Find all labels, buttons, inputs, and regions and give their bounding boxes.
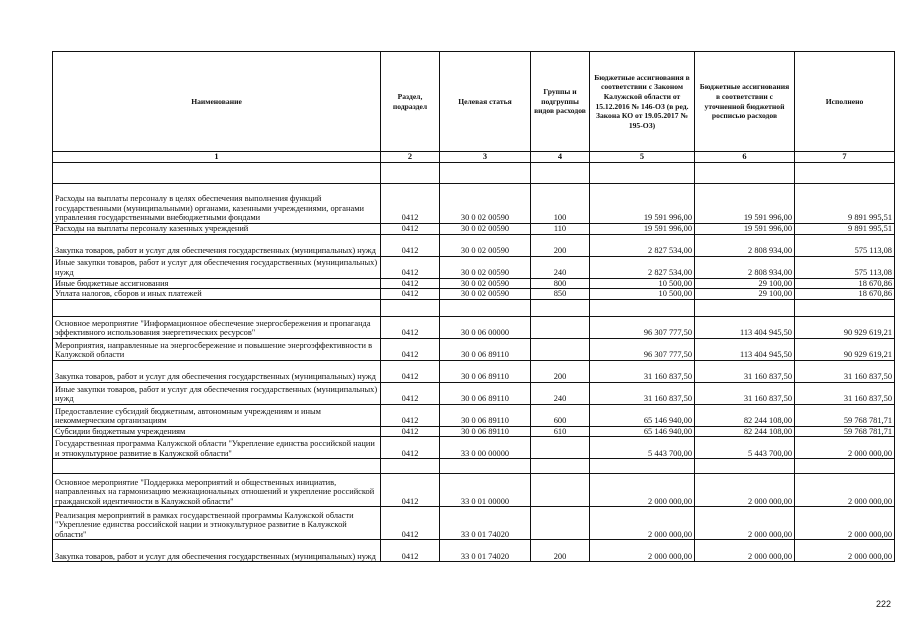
row-section: 0412 [381, 437, 440, 459]
row-group: 240 [531, 382, 590, 404]
row-section: 0412 [381, 234, 440, 256]
column-number: 4 [531, 152, 590, 163]
row-plan-allocation: 82 244 108,00 [695, 404, 795, 426]
header-executed: Исполнено [795, 52, 895, 152]
row-group: 850 [531, 289, 590, 300]
row-plan-allocation: 113 404 945,50 [695, 338, 795, 360]
row-section: 0412 [381, 474, 440, 507]
row-plan-allocation: 2 808 934,00 [695, 256, 795, 278]
row-name: Расходы на выплаты персоналу казенных учреждений [53, 224, 381, 235]
row-article: 30 0 02 00590 [440, 289, 531, 300]
row-article: 33 0 00 00000 [440, 437, 531, 459]
header-section: Раздел, подраздел [381, 52, 440, 152]
row-section: 0412 [381, 256, 440, 278]
row-name: Основное мероприятие "Поддержка мероприятий и общественных инициатив, направленных на гармонизацию межнациональных отношений и укрепление российской гражданской идентичности в Калужской области" [53, 474, 381, 507]
row-article: 30 0 06 89110 [440, 338, 531, 360]
row-name: Расходы на выплаты персоналу в целях обеспечения выполнения функций государственными (муниципальными) органами, казенными учреждениями, органами управления государственными внебюджетными фондами [53, 184, 381, 224]
row-name: Государственная программа Калужской области "Укрепление единства российской нации и этнокультурное развитие в Калужской области" [53, 437, 381, 459]
row-group: 800 [531, 278, 590, 289]
row-executed: 18 670,86 [795, 278, 895, 289]
row-group: 600 [531, 404, 590, 426]
row-law-allocation: 10 500,00 [590, 278, 695, 289]
row-group [531, 316, 590, 338]
spacer-cell [695, 163, 795, 184]
row-article: 33 0 01 74020 [440, 507, 531, 540]
spacer-cell [795, 163, 895, 184]
row-section: 0412 [381, 360, 440, 382]
column-number: 1 [53, 152, 381, 163]
row-name: Уплата налогов, сборов и иных платежей [53, 289, 381, 300]
table-row [53, 316, 895, 338]
table-row [53, 426, 895, 437]
row-section: 0412 [381, 224, 440, 235]
row-executed: 2 000 000,00 [795, 437, 895, 459]
table-body [53, 163, 895, 562]
row-plan-allocation: 31 160 837,50 [695, 382, 795, 404]
row-group: 100 [531, 184, 590, 224]
row-plan-allocation: 82 244 108,00 [695, 426, 795, 437]
row-section: 0412 [381, 184, 440, 224]
page-number: 222 [875, 599, 891, 609]
row-section: 0412 [381, 316, 440, 338]
row-plan-allocation: 2 000 000,00 [695, 507, 795, 540]
spacer-row [53, 163, 895, 184]
row-law-allocation: 2 000 000,00 [590, 507, 695, 540]
column-number-row [53, 152, 895, 163]
row-article: 33 0 01 00000 [440, 474, 531, 507]
table-row [53, 289, 895, 300]
row-name: Предоставление субсидий бюджетным, автономным учреждениям и иным некоммерческим организациям [53, 404, 381, 426]
row-executed: 575 113,08 [795, 234, 895, 256]
table-row [53, 360, 895, 382]
budget-table [52, 51, 895, 562]
row-plan-allocation: 29 100,00 [695, 289, 795, 300]
row-plan-allocation: 5 443 700,00 [695, 437, 795, 459]
table-row [53, 224, 895, 235]
spacer-cell [590, 299, 695, 316]
row-section: 0412 [381, 382, 440, 404]
row-section: 0412 [381, 404, 440, 426]
row-section: 0412 [381, 289, 440, 300]
row-law-allocation: 96 307 777,50 [590, 316, 695, 338]
table-row [53, 338, 895, 360]
spacer-cell [531, 459, 590, 474]
row-group: 110 [531, 224, 590, 235]
row-group [531, 474, 590, 507]
row-law-allocation: 19 591 996,00 [590, 184, 695, 224]
row-article: 30 0 02 00590 [440, 224, 531, 235]
row-law-allocation: 5 443 700,00 [590, 437, 695, 459]
row-plan-allocation: 29 100,00 [695, 278, 795, 289]
spacer-cell [440, 299, 531, 316]
row-article: 30 0 02 00590 [440, 184, 531, 224]
row-plan-allocation: 113 404 945,50 [695, 316, 795, 338]
row-executed: 59 768 781,71 [795, 426, 895, 437]
row-section: 0412 [381, 507, 440, 540]
header-article: Целевая статья [440, 52, 531, 152]
row-section: 0412 [381, 540, 440, 562]
row-name: Субсидии бюджетным учреждениям [53, 426, 381, 437]
header-group: Группы и подгруппы видов расходов [531, 52, 590, 152]
row-section: 0412 [381, 426, 440, 437]
spacer-cell [381, 299, 440, 316]
spacer-row [53, 299, 895, 316]
row-executed: 18 670,86 [795, 289, 895, 300]
table-row [53, 474, 895, 507]
table-row [53, 540, 895, 562]
row-article: 30 0 06 89110 [440, 360, 531, 382]
row-name: Закупка товаров, работ и услуг для обеспечения государственных (муниципальных) нужд [53, 234, 381, 256]
table-row [53, 184, 895, 224]
table-row [53, 437, 895, 459]
spacer-cell [795, 299, 895, 316]
spacer-cell [531, 299, 590, 316]
row-executed: 90 929 619,21 [795, 316, 895, 338]
spacer-cell [795, 459, 895, 474]
spacer-cell [53, 459, 381, 474]
table-row [53, 278, 895, 289]
row-name: Иные бюджетные ассигнования [53, 278, 381, 289]
row-law-allocation: 2 000 000,00 [590, 474, 695, 507]
spacer-cell [695, 299, 795, 316]
spacer-row [53, 459, 895, 474]
spacer-cell [381, 459, 440, 474]
spacer-cell [531, 163, 590, 184]
table-row [53, 234, 895, 256]
row-group [531, 507, 590, 540]
column-number: 2 [381, 152, 440, 163]
table-row [53, 382, 895, 404]
row-law-allocation: 65 146 940,00 [590, 404, 695, 426]
row-plan-allocation: 31 160 837,50 [695, 360, 795, 382]
row-law-allocation: 31 160 837,50 [590, 360, 695, 382]
row-plan-allocation: 19 591 996,00 [695, 184, 795, 224]
row-executed: 31 160 837,50 [795, 360, 895, 382]
spacer-cell [695, 459, 795, 474]
row-article: 30 0 06 00000 [440, 316, 531, 338]
row-law-allocation: 2 827 534,00 [590, 256, 695, 278]
row-executed: 2 000 000,00 [795, 507, 895, 540]
row-executed: 575 113,08 [795, 256, 895, 278]
spacer-cell [590, 459, 695, 474]
row-name: Закупка товаров, работ и услуг для обеспечения государственных (муниципальных) нужд [53, 540, 381, 562]
row-section: 0412 [381, 338, 440, 360]
table-row [53, 404, 895, 426]
row-law-allocation: 10 500,00 [590, 289, 695, 300]
column-number: 7 [795, 152, 895, 163]
header-law-allocations: Бюджетные ассигнования в соответствии с Законом Калужской области от 15.12.2016 № 146-ОЗ (в ред. Закона КО от 19.05.2017 № 195-ОЗ) [590, 52, 695, 152]
spacer-cell [381, 163, 440, 184]
row-executed: 59 768 781,71 [795, 404, 895, 426]
row-law-allocation: 31 160 837,50 [590, 382, 695, 404]
spacer-cell [440, 459, 531, 474]
column-number: 3 [440, 152, 531, 163]
row-article: 33 0 01 74020 [440, 540, 531, 562]
row-executed: 31 160 837,50 [795, 382, 895, 404]
row-law-allocation: 96 307 777,50 [590, 338, 695, 360]
row-article: 30 0 02 00590 [440, 256, 531, 278]
row-name: Основное мероприятие "Информационное обеспечение энергосбережения и пропаганда эффективного использования энергетических ресурсов" [53, 316, 381, 338]
column-number: 6 [695, 152, 795, 163]
column-number: 5 [590, 152, 695, 163]
row-group [531, 437, 590, 459]
spacer-cell [53, 299, 381, 316]
row-executed: 9 891 995,51 [795, 184, 895, 224]
row-article: 30 0 02 00590 [440, 234, 531, 256]
row-executed: 2 000 000,00 [795, 474, 895, 507]
spacer-cell [53, 163, 381, 184]
row-group: 240 [531, 256, 590, 278]
row-plan-allocation: 2 000 000,00 [695, 474, 795, 507]
row-name: Реализация мероприятий в рамках государственной программы Калужской области "Укрепление единства российской нации и этнокультурное развитие в Калужской области" [53, 507, 381, 540]
table-row [53, 256, 895, 278]
row-name: Иные закупки товаров, работ и услуг для обеспечения государственных (муниципальных) нужд [53, 256, 381, 278]
spacer-cell [440, 163, 531, 184]
row-article: 30 0 02 00590 [440, 278, 531, 289]
row-name: Закупка товаров, работ и услуг для обеспечения государственных (муниципальных) нужд [53, 360, 381, 382]
row-name: Мероприятия, направленные на энергосбережение и повышение энергоэффективности в Калужской области [53, 338, 381, 360]
row-law-allocation: 19 591 996,00 [590, 224, 695, 235]
row-group: 200 [531, 234, 590, 256]
row-article: 30 0 06 89110 [440, 426, 531, 437]
row-executed: 9 891 995,51 [795, 224, 895, 235]
row-section: 0412 [381, 278, 440, 289]
table-row [53, 507, 895, 540]
row-group: 200 [531, 540, 590, 562]
header-row [53, 52, 895, 152]
row-group: 610 [531, 426, 590, 437]
row-plan-allocation: 2 808 934,00 [695, 234, 795, 256]
spacer-cell [590, 163, 695, 184]
header-name: Наименование [53, 52, 381, 152]
row-executed: 90 929 619,21 [795, 338, 895, 360]
row-plan-allocation: 2 000 000,00 [695, 540, 795, 562]
row-executed: 2 000 000,00 [795, 540, 895, 562]
row-law-allocation: 2 000 000,00 [590, 540, 695, 562]
row-group [531, 338, 590, 360]
row-name: Иные закупки товаров, работ и услуг для обеспечения государственных (муниципальных) нужд [53, 382, 381, 404]
row-plan-allocation: 19 591 996,00 [695, 224, 795, 235]
row-group: 200 [531, 360, 590, 382]
row-law-allocation: 65 146 940,00 [590, 426, 695, 437]
header-plan-allocations: Бюджетные ассигнования в соответствии с уточненной бюджетной росписью расходов [695, 52, 795, 152]
row-article: 30 0 06 89110 [440, 404, 531, 426]
row-article: 30 0 06 89110 [440, 382, 531, 404]
row-law-allocation: 2 827 534,00 [590, 234, 695, 256]
